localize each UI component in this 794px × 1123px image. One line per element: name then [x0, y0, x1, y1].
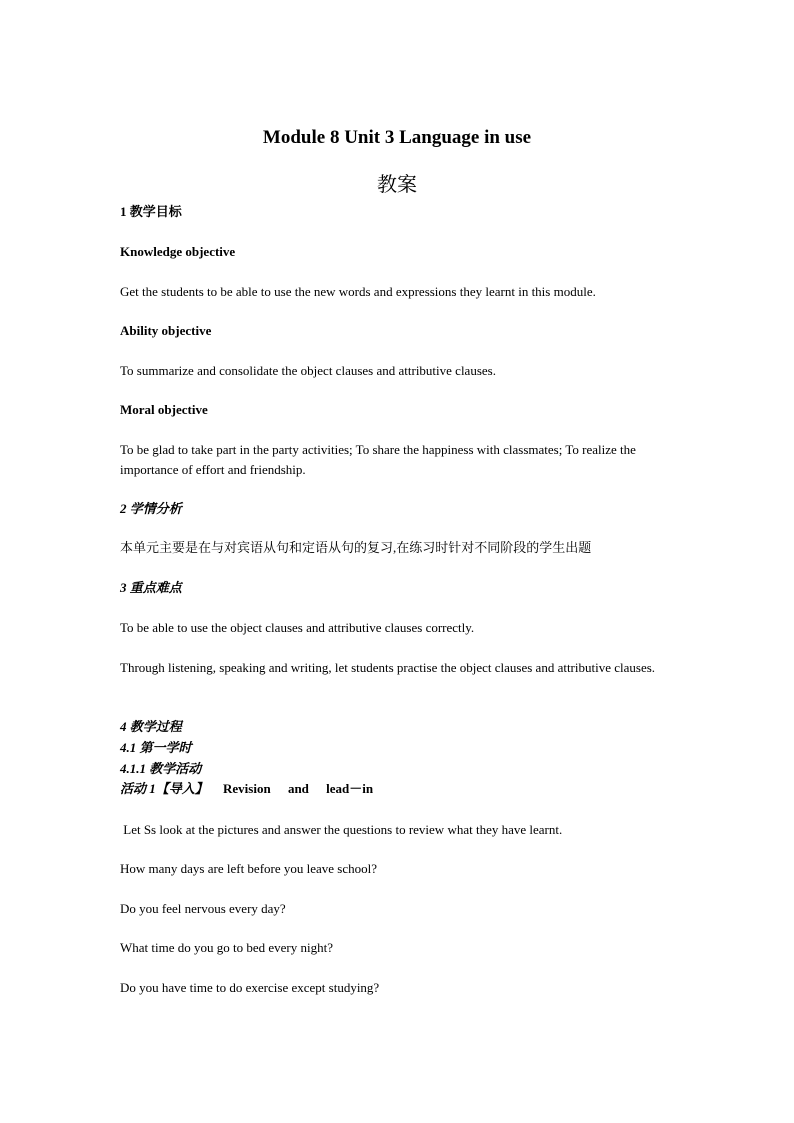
- activity-1-heading: [120, 779, 680, 799]
- section-2-heading: 2 学情分析: [120, 501, 182, 516]
- section-4-heading: 4 教学过程: [120, 719, 182, 734]
- section-4-1-1-heading: 4.1.1 教学活动: [120, 761, 202, 776]
- section-2-text: 本单元主要是在与对宾语从句和定语从句的复习,在练习时针对不同阶段的学生出题: [120, 540, 592, 555]
- question-2: Do you feel nervous every day?: [120, 901, 286, 916]
- ability-objective-text: To summarize and consolidate the object clauses and attributive clauses.: [120, 363, 496, 378]
- knowledge-objective-text: Get the students to be able to use the new words and expressions they learnt in this module.: [120, 284, 596, 299]
- activity-1-prefix: 活动 1【导入】: [120, 781, 208, 796]
- ability-objective-heading: Ability objective: [120, 323, 212, 338]
- section-3-text-2: Through listening, speaking and writing, let students practise the object clauses and attributive clauses.: [120, 660, 656, 675]
- moral-objective-heading: Moral objective: [120, 402, 208, 417]
- question-4: Do you have time to do exercise except studying?: [120, 980, 380, 995]
- activity-1-intro: Let Ss look at the pictures and answer the questions to review what they have learnt.: [120, 822, 563, 837]
- page-subtitle: 教案: [377, 174, 417, 196]
- section-3-text-1: To be able to use the object clauses and attributive clauses correctly.: [120, 620, 475, 635]
- question-3: What time do you go to bed every night?: [120, 940, 334, 955]
- knowledge-objective-heading: Knowledge objective: [120, 244, 236, 259]
- activity-1-title-revision: Revision: [223, 781, 271, 796]
- question-1: How many days are left before you leave school?: [120, 861, 378, 876]
- activity-1-title-and: and: [287, 781, 309, 796]
- moral-objective-text: To be glad to take part in the party activities; To share the happiness with classmates; To realize the importance of effort and friendship.: [120, 442, 636, 477]
- activity-1-title-lead-in: lead－in: [326, 781, 374, 796]
- section-4-1-heading: 4.1 第一学时: [120, 740, 192, 755]
- section-3-heading: 3 重点难点: [120, 580, 182, 595]
- section-1-heading: 1 教学目标: [120, 204, 182, 219]
- page-title: Module 8 Unit 3 Language in use: [262, 127, 532, 148]
